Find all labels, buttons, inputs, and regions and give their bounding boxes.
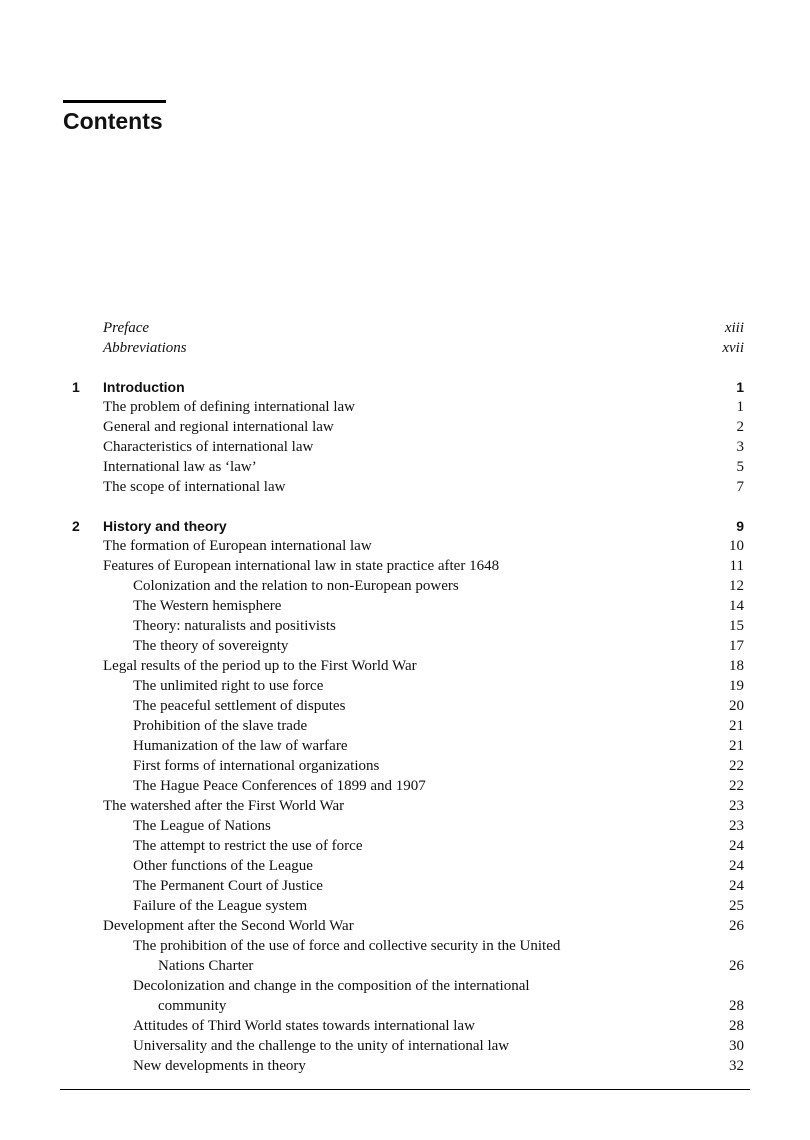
toc-entry-label: Other functions of the League	[133, 858, 313, 874]
toc-entry-label: Theory: naturalists and positivists	[133, 618, 336, 634]
toc-entry-label: New developments in theory	[133, 1058, 306, 1074]
toc-subentry[interactable]	[0, 776, 810, 796]
toc-entry-page: 22	[729, 758, 744, 774]
toc-subentry[interactable]	[0, 896, 810, 916]
toc-entry-label: The Hague Peace Conferences of 1899 and 1907	[133, 778, 426, 794]
toc-entry[interactable]	[0, 656, 810, 676]
toc-subentry[interactable]	[0, 856, 810, 876]
toc-entry-label: International law as ‘law’	[103, 459, 257, 475]
toc-subentry[interactable]	[0, 616, 810, 636]
toc-entry-page: 28	[729, 998, 744, 1014]
toc-subentry[interactable]	[0, 1036, 810, 1056]
toc-entry-page: 2	[736, 419, 744, 435]
toc-entry[interactable]	[0, 916, 810, 936]
spacer	[0, 497, 810, 516]
toc-entry-page: 3	[736, 439, 744, 455]
toc-entry-page: 20	[729, 698, 744, 714]
chapter-page: 1	[736, 379, 744, 395]
toc-entry-label: Abbreviations	[103, 340, 187, 356]
toc-subentry[interactable]	[0, 976, 810, 996]
footer-rule	[60, 1089, 750, 1090]
toc-subentry[interactable]	[0, 876, 810, 896]
toc-entry-label: community	[158, 998, 227, 1014]
toc-entry[interactable]	[0, 796, 810, 816]
chapter-page: 9	[736, 518, 744, 534]
toc-entry-page: 15	[729, 618, 744, 634]
toc-entry-page: 21	[729, 738, 744, 754]
toc-subentry-continuation[interactable]	[0, 996, 810, 1016]
table-of-contents	[0, 318, 810, 1076]
chapter-number: 1	[72, 379, 80, 395]
toc-entry-abbreviations[interactable]	[0, 338, 810, 358]
toc-entry-page: 30	[729, 1038, 744, 1054]
toc-entry-label: The Permanent Court of Justice	[133, 878, 323, 894]
toc-entry[interactable]	[0, 437, 810, 457]
toc-entry-label: Colonization and the relation to non-European powers	[133, 578, 459, 594]
toc-entry-label: The problem of defining international law	[103, 399, 356, 415]
title-rule	[63, 100, 166, 103]
toc-entry-page: 23	[729, 798, 744, 814]
toc-entry-label: Failure of the League system	[133, 898, 308, 914]
toc-entry-label: Decolonization and change in the composition of the international	[133, 978, 530, 994]
toc-entry[interactable]	[0, 477, 810, 497]
toc-subentry[interactable]	[0, 836, 810, 856]
toc-entry-label: The scope of international law	[103, 479, 286, 495]
toc-entry-label: General and regional international law	[103, 419, 334, 435]
toc-entry-page: 26	[729, 918, 744, 934]
toc-entry-page: 23	[729, 818, 744, 834]
page-title: Contents	[63, 108, 163, 134]
toc-entry-page: 24	[729, 858, 744, 874]
toc-subentry[interactable]	[0, 1056, 810, 1076]
toc-entry-label: First forms of international organizations	[133, 758, 380, 774]
toc-entry-label: The watershed after the First World War	[103, 798, 345, 814]
toc-entry-label: Attitudes of Third World states towards international law	[133, 1018, 475, 1034]
toc-entry-label: Prohibition of the slave trade	[133, 718, 308, 734]
toc-entry[interactable]	[0, 457, 810, 477]
toc-subentry[interactable]	[0, 596, 810, 616]
toc-entry-label: The peaceful settlement of disputes	[133, 698, 346, 714]
toc-entry-page: 18	[729, 658, 744, 674]
toc-entry-label: Universality and the challenge to the unity of international law	[133, 1038, 510, 1054]
toc-entry-label: Characteristics of international law	[103, 439, 314, 455]
toc-entry-page: 10	[729, 538, 744, 554]
toc-entry-label: The theory of sovereignty	[133, 638, 289, 654]
toc-entry-page: 14	[729, 598, 744, 614]
toc-entry-label: The League of Nations	[133, 818, 271, 834]
toc-entry-page: 24	[729, 838, 744, 854]
toc-entry-page: 11	[729, 558, 744, 574]
toc-entry-page: 12	[729, 578, 744, 594]
toc-entry-page: 28	[729, 1018, 744, 1034]
toc-subentry[interactable]	[0, 736, 810, 756]
toc-entry-page: 7	[736, 479, 744, 495]
toc-entry-label: Humanization of the law of warfare	[133, 738, 348, 754]
toc-entry-page: 21	[729, 718, 744, 734]
toc-subentry[interactable]	[0, 696, 810, 716]
toc-chapter-2[interactable]	[0, 516, 810, 536]
toc-subentry[interactable]	[0, 716, 810, 736]
toc-subentry[interactable]	[0, 636, 810, 656]
toc-entry-label: Legal results of the period up to the First World War	[103, 658, 417, 674]
chapter-number: 2	[72, 518, 80, 534]
toc-subentry-continuation[interactable]	[0, 956, 810, 976]
toc-entry-label: The unlimited right to use force	[133, 678, 324, 694]
toc-entry-label: Preface	[103, 320, 150, 336]
toc-entry-page: 26	[729, 958, 744, 974]
toc-entry-label: The Western hemisphere	[133, 598, 282, 614]
toc-subentry[interactable]	[0, 756, 810, 776]
chapter-title: History and theory	[103, 518, 227, 534]
toc-entry-page: 1	[736, 399, 744, 415]
toc-entry-label: The attempt to restrict the use of force	[133, 838, 363, 854]
toc-entry-page: 5	[736, 459, 744, 475]
toc-subentry[interactable]	[0, 1016, 810, 1036]
toc-entry[interactable]	[0, 556, 810, 576]
toc-entry-page: xvii	[722, 340, 744, 356]
toc-entry-page: 25	[729, 898, 744, 914]
toc-subentry[interactable]	[0, 936, 810, 956]
toc-entry-label: Nations Charter	[158, 958, 254, 974]
spacer	[0, 358, 810, 377]
toc-entry[interactable]	[0, 397, 810, 417]
toc-entry-label: The prohibition of the use of force and collective security in the United	[133, 938, 561, 954]
toc-entry-page: 24	[729, 878, 744, 894]
toc-subentry[interactable]	[0, 576, 810, 596]
toc-entry-page: 22	[729, 778, 744, 794]
toc-chapter-1[interactable]	[0, 377, 810, 397]
toc-entry-preface[interactable]	[0, 318, 810, 338]
chapter-title: Introduction	[103, 379, 185, 395]
toc-entry-page: 32	[729, 1058, 744, 1074]
toc-entry-label: Development after the Second World War	[103, 918, 354, 934]
toc-entry[interactable]	[0, 536, 810, 556]
toc-entry[interactable]	[0, 417, 810, 437]
toc-entry-label: The formation of European international law	[103, 538, 372, 554]
toc-entry-label: Features of European international law in state practice after 1648	[103, 558, 500, 574]
toc-entry-page: xiii	[724, 320, 744, 336]
toc-entry-page: 19	[729, 678, 744, 694]
toc-subentry[interactable]	[0, 816, 810, 836]
toc-subentry[interactable]	[0, 676, 810, 696]
toc-entry-page: 17	[729, 638, 744, 654]
